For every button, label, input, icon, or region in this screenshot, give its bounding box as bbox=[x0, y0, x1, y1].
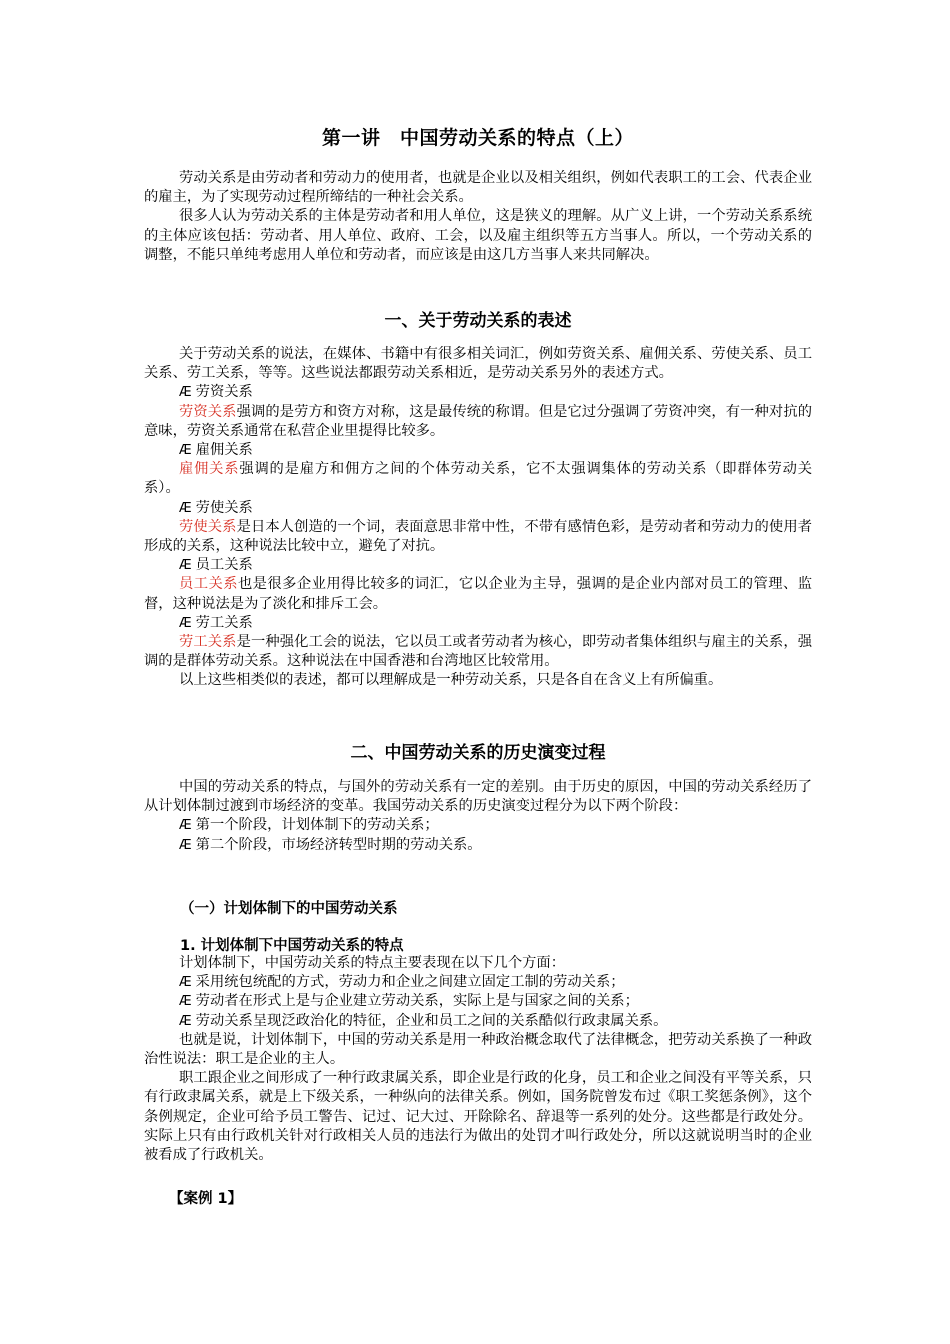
case-label: 【案例 1】 bbox=[169, 1191, 243, 1207]
intro-paragraph: 很多人认为劳动关系的主体是劳动者和用人单位，这是狭义的理解。从广义上讲，一个劳动关系系统的主体应该包括：劳动者、用人单位、政府、工会，以及雇主组织等五方当事人。所以，一个劳动关系的调整，不能只单纯考虑用人单位和劳动者，而应该是由这几方当事人来共同解决。 bbox=[144, 208, 812, 263]
bullet-icon: Æ bbox=[179, 994, 192, 1010]
term-description bbox=[144, 460, 812, 498]
feature-text: 劳动者在形式上是与企业建立劳动关系，实际上是与国家之间的关系； bbox=[195, 993, 639, 1010]
body-paragraph: 职工跟企业之间形成了一种行政隶属关系，即企业是行政的化身，员工和企业之间没有平等关系，只有行政隶属关系，就是上下级关系，一种纵向的法律关系。例如，国务院曾发布过《职工奖惩条例》，这个条例规定，企业可给予员工警告、记过、记大过、开除除名、辞退等一系列的处分。这些都是行政处分。实际上只有由行政机关针对行政相关人员的违法行为做出的处罚才叫行政处分，所以这就说明当时的企业被看成了行政机关。 bbox=[144, 1070, 812, 1164]
bullet-icon: Æ bbox=[179, 500, 192, 516]
term-description bbox=[144, 518, 812, 556]
stage-text: 第二个阶段，市场经济转型时期的劳动关系。 bbox=[195, 836, 482, 853]
section1-block bbox=[144, 345, 812, 691]
section1-conclusion: 以上这些相类似的表述，都可以理解成是一种劳动关系，只是各自在含义上有所偏重。 bbox=[179, 672, 723, 689]
term-highlight: 雇佣关系 bbox=[179, 461, 240, 478]
term-description bbox=[144, 633, 812, 671]
bullet-icon: Æ bbox=[179, 837, 192, 853]
term-description bbox=[144, 575, 812, 613]
term-highlight: 劳使关系 bbox=[179, 518, 237, 535]
term-bullet-label: 员工关系 bbox=[195, 557, 253, 574]
section2-intro: 中国的劳动关系的特点，与国外的劳动关系有一定的差别。由于历史的原因，中国的劳动关系经历了从计划体制过渡到市场经济的变革。我国劳动关系的历史演变过程分为以下两个阶段： bbox=[144, 779, 812, 815]
section1-intro: 关于劳动关系的说法，在媒体、书籍中有很多相关词汇，例如劳资关系、雇佣关系、劳使关系、员工关系、劳工关系，等等。这些说法都跟劳动关系相近，是劳动关系另外的表述方式。 bbox=[144, 346, 812, 382]
page-title: 第一讲 中国劳动关系的特点（上） bbox=[321, 127, 634, 149]
bullet-icon: Æ bbox=[179, 385, 192, 401]
section2-heading: 二、中国劳动关系的历史演变过程 bbox=[350, 743, 606, 763]
term-highlight: 劳资关系 bbox=[179, 403, 237, 420]
term-bullet bbox=[144, 441, 812, 460]
point-heading: 1. 计划体制下中国劳动关系的特点 bbox=[180, 938, 404, 954]
term-desc-text: 强调的是劳方和资方对称，这是最传统的称谓。但是它过分强调了劳资冲突，有一种对抗的意味，劳资关系通常在私营企业里提得比较多。 bbox=[144, 403, 813, 439]
term-bullet-label: 雇佣关系 bbox=[195, 442, 253, 459]
term-desc-text: 也是很多企业用得比较多的词汇，它以企业为主导，强调的是企业内部对员工的管理、监督，这种说法是为了淡化和排斥工会。 bbox=[144, 576, 813, 612]
section1-heading: 一、关于劳动关系的表述 bbox=[384, 311, 572, 331]
bullet-icon: Æ bbox=[179, 1013, 192, 1029]
term-desc-text: 是日本人创造的一个词，表面意思非常中性，不带有感情色彩，是劳动者和劳动力的使用者形成的关系，这种说法比较中立，避免了对抗。 bbox=[144, 518, 813, 555]
section2-body bbox=[144, 954, 812, 1165]
intro-block bbox=[144, 169, 812, 265]
bullet-icon: Æ bbox=[179, 818, 192, 834]
term-bullet-label: 劳使关系 bbox=[195, 499, 253, 516]
term-bullet bbox=[144, 383, 812, 402]
stage-text: 第一个阶段，计划体制下的劳动关系； bbox=[195, 817, 439, 834]
feature-item bbox=[144, 992, 812, 1011]
term-bullet-label: 劳工关系 bbox=[195, 614, 253, 631]
term-desc-text: 是一种强化工会的说法，它以员工或者劳动者为核心，即劳动者集体组织与雇主的关系，强调的是群体劳动关系。这种说法在中国香港和台湾地区比较常用。 bbox=[144, 634, 813, 670]
term-desc-text: 强调的是雇方和佣方之间的个体劳动关系，它不太强调集体的劳动关系（即群体劳动关系）。 bbox=[144, 461, 813, 497]
term-bullet-label: 劳资关系 bbox=[195, 384, 253, 401]
bullet-icon: Æ bbox=[179, 975, 192, 991]
stage-item bbox=[144, 816, 812, 835]
feature-item bbox=[144, 973, 812, 992]
subsection-heading: （一）计划体制下的中国劳动关系 bbox=[180, 901, 398, 917]
point-intro: 计划体制下，中国劳动关系的特点主要表现在以下几个方面： bbox=[179, 955, 566, 971]
section2-intro-block bbox=[144, 778, 812, 855]
intro-paragraph: 劳动关系是由劳动者和劳动力的使用者，也就是企业以及相关组织，例如代表职工的工会、代表企业的雇主，为了实现劳动过程所缔结的一种社会关系。 bbox=[144, 170, 812, 206]
feature-text: 劳动关系呈现泛政治化的特征，企业和员工之间的关系酷似行政隶属关系。 bbox=[195, 1012, 668, 1029]
bullet-icon: Æ bbox=[179, 443, 192, 459]
feature-text: 采用统包统配的方式，劳动力和企业之间建立固定工制的劳动关系； bbox=[195, 974, 625, 991]
term-bullet bbox=[144, 556, 812, 575]
term-description bbox=[144, 403, 812, 441]
body-paragraph: 也就是说，计划体制下，中国的劳动关系是用一种政治概念取代了法律概念，把劳动关系换了一种政治性说法：职工是企业的主人。 bbox=[144, 1031, 812, 1068]
bullet-icon: Æ bbox=[179, 558, 192, 574]
bullet-icon: Æ bbox=[179, 615, 192, 631]
term-bullet bbox=[144, 614, 812, 633]
stage-item bbox=[144, 836, 812, 855]
term-bullet bbox=[144, 499, 812, 518]
term-highlight: 员工关系 bbox=[179, 576, 238, 593]
feature-item bbox=[144, 1012, 812, 1031]
term-highlight: 劳工关系 bbox=[179, 634, 237, 651]
